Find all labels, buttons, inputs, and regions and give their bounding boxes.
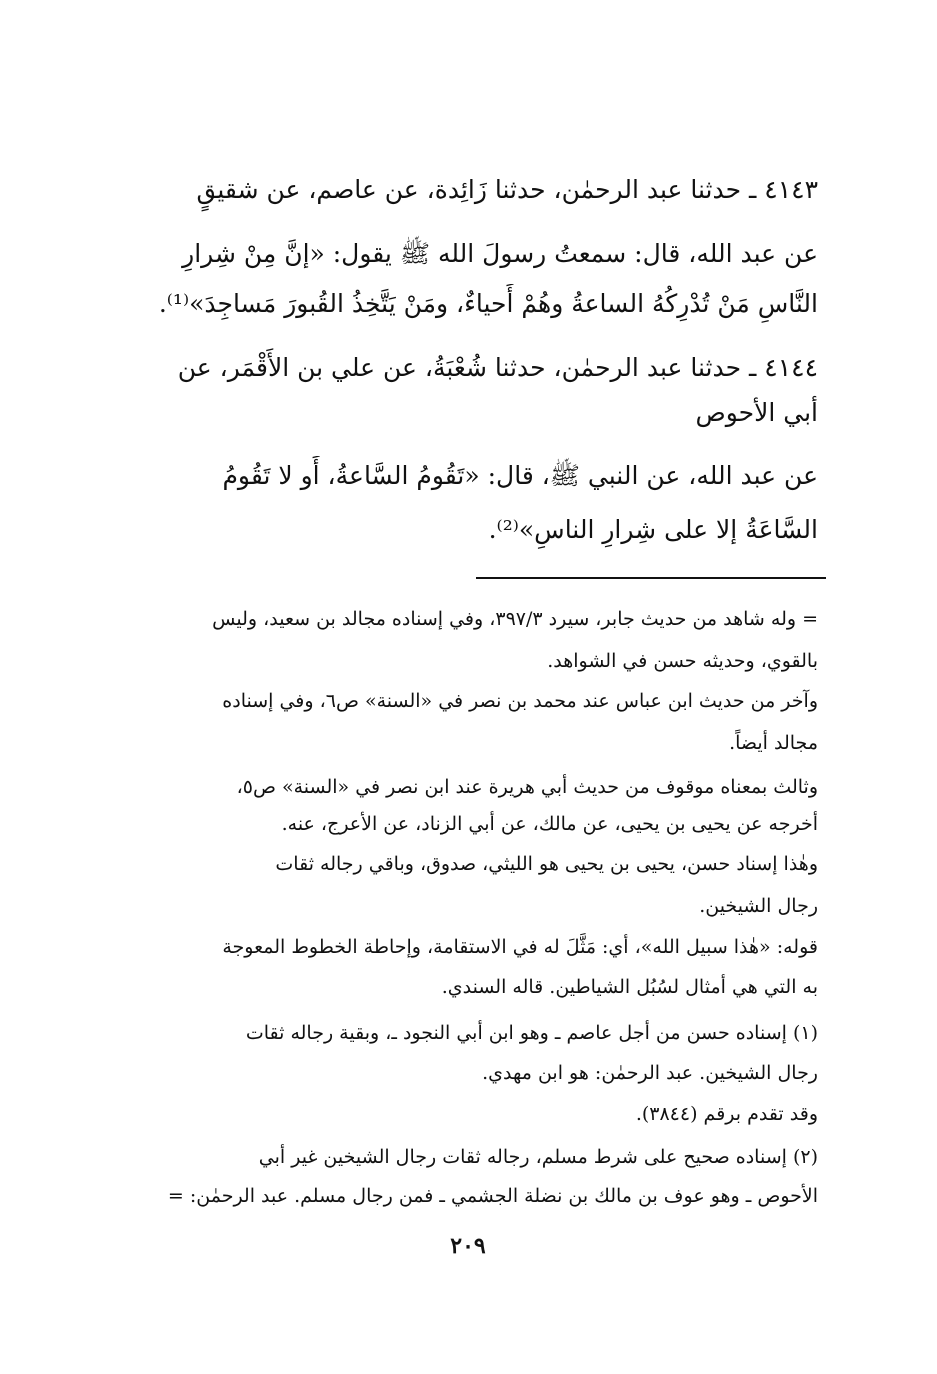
footnote-line: أخرجه عن يحيى بن يحيى، عن مالك، عن أبي الزناد، عن الأعرج، عنه. — [281, 813, 818, 835]
hadith-4144-line-1: ٤١٤٤ ـ حدثنا عبد الرحمٰن، حدثنا شُعْبَةُ، عن علي بن الأَقْمَر، عن — [177, 353, 818, 382]
footnote-divider — [476, 577, 826, 579]
footnote-line: مجالد أيضاً. — [729, 732, 818, 754]
footnote-line: بالقوي، وحديثه حسن في الشواهد. — [547, 650, 818, 672]
hadith-4143-line-2: عن عبد الله، قال: سمعتُ رسولَ الله ﷺ يقول: «إنَّ مِنْ شِرارِ — [182, 239, 818, 268]
footnote-line: قوله: «هٰذا سبيل الله»، أي: مَثَّلَ له في الاستقامة، وإحاطة الخطوط المعوجة — [222, 936, 818, 958]
footnote-line: به التي هي أمثال لسُبُل الشياطين. قاله السندي. — [441, 976, 818, 998]
footnote-line: رجال الشيخين. عبد الرحمٰن: هو ابن مهدي. — [482, 1062, 818, 1084]
footnote-line: (٢) إسناده صحيح على شرط مسلم، رجاله ثقات رجال الشيخين غير أبي — [258, 1146, 818, 1168]
footnote-line: وقد تقدم برقم (٣٨٤٤). — [635, 1103, 818, 1125]
page-number: ٢٠٩ — [450, 1233, 486, 1259]
hadith-4144-line-4: السَّاعَةُ إلا على شِرارِ الناسِ»⁽²⁾. — [488, 515, 818, 544]
footnote-line: الأحوص ـ وهو عوف بن مالك بن نضلة الجشمي ـ فمن رجال مسلم. عبد الرحمٰن: = — [167, 1185, 818, 1207]
hadith-4143-line-1: ٤١٤٣ ـ حدثنا عبد الرحمٰن، حدثنا زَائِدة، عن عاصم، عن شقيقٍ — [196, 175, 818, 204]
hadith-4144-line-2: أبي الأحوص — [695, 398, 818, 427]
footnote-line: = وله شاهد من حديث جابر، سيرد ٣٩٧/٣، وفي إسناده مجالد بن سعيد، وليس — [212, 608, 818, 630]
footnote-line: (١) إسناده حسن من أجل عاصم ـ وهو ابن أبي النجود ـ، وبقية رجاله ثقات — [245, 1022, 818, 1044]
footnote-line: رجال الشيخين. — [699, 895, 818, 917]
footnote-line: وآخر من حديث ابن عباس عند محمد بن نصر في «السنة» ص٦، وفي إسناده — [222, 690, 818, 712]
footnote-line: وهٰذا إسناد حسن، يحيى بن يحيى هو الليثي، صدوق، وباقي رجاله ثقات — [275, 853, 818, 875]
hadith-4144-line-3: عن عبد الله، عن النبي ﷺ، قال: «تَقُومُ السَّاعةُ، أَو لا تَقُومُ — [222, 461, 818, 490]
hadith-4143-line-3: النَّاسِ مَنْ تُدْرِكُهُ الساعةُ وهُمْ أَحياءٌ، ومَنْ يَتَّخِذُ القُبورَ مَساجِدَ»⁽¹⁾. — [158, 289, 818, 318]
footnote-line: وثالث بمعناه موقوف من حديث أبي هريرة عند ابن نصر في «السنة» ص٥، — [236, 776, 818, 798]
